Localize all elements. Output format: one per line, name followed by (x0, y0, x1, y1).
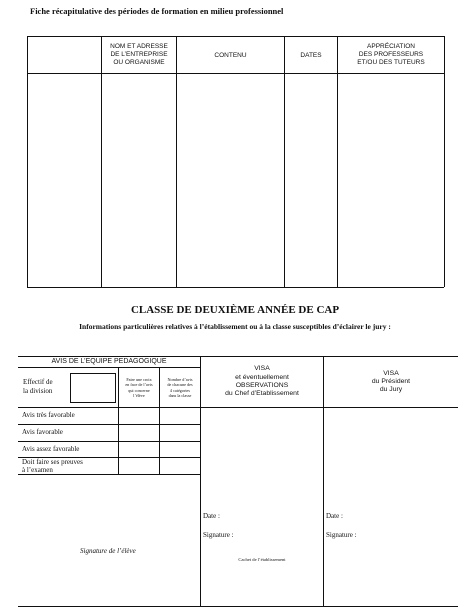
avis-row-preuves: Doit faire ses preuves à l’examen (22, 458, 83, 474)
avis-row-assez-favorable: Avis assez favorable (22, 445, 80, 453)
effectif-label: Effectif de la division (23, 378, 53, 395)
avis-preuves-croix[interactable] (119, 458, 159, 474)
col-note-croix: Faire une croix en face de l’avis qui concerne l’élève (125, 376, 153, 398)
section-subtitle: Informations particulières relatives à l’établissement ou à la classe susceptibles d’éclairer le jury : (79, 322, 391, 331)
col-note-nombre: Nombre d’avis de chacune des 4 catégories dans la classe (167, 376, 193, 398)
avis-tres-favorable-croix[interactable] (119, 408, 159, 424)
header-contenu: CONTENU (214, 51, 247, 59)
avis-row-favorable: Avis favorable (22, 428, 63, 436)
visa-jury-signature-label: Signature : (326, 531, 357, 539)
avis-title: AVIS DE L’EQUIPE PEDAGOGIQUE (51, 358, 167, 365)
visa-chef-date-label: Date : (203, 512, 220, 520)
avis-row-tres-favorable: Avis très favorable (22, 411, 75, 419)
header-dates: DATES (300, 51, 322, 59)
header-empty (28, 37, 101, 73)
avis-favorable-croix[interactable] (119, 425, 159, 441)
effectif-box[interactable] (70, 373, 116, 403)
header-appreciation: APPRÉCIATION DES PROFESSEURS ET/OU DES TUTEURS (357, 43, 425, 66)
section-title: CLASSE DE DEUXIÈME ANNÉE DE CAP (130, 304, 340, 316)
training-table-body[interactable] (28, 74, 444, 287)
signature-eleve-label: Signature de l’élève (80, 547, 136, 555)
visa-jury-header: VISA du Président du Jury (371, 369, 411, 394)
cachet-label: Cachet de l’établissement (238, 557, 286, 562)
header-nom-adresse: NOM ET ADRESSE DE L’ENTREPRISE OU ORGANISME (110, 43, 168, 66)
visa-jury-date-label: Date : (326, 512, 343, 520)
avis-assez-favorable-croix[interactable] (119, 442, 159, 457)
visa-chef-header: VISA et éventuellement OBSERVATIONS du Chef d’Etablissement (225, 365, 299, 398)
page-title: Fiche récapitulative des périodes de formation en milieu professionnel (30, 6, 284, 16)
visa-chef-signature-label: Signature : (203, 531, 234, 539)
